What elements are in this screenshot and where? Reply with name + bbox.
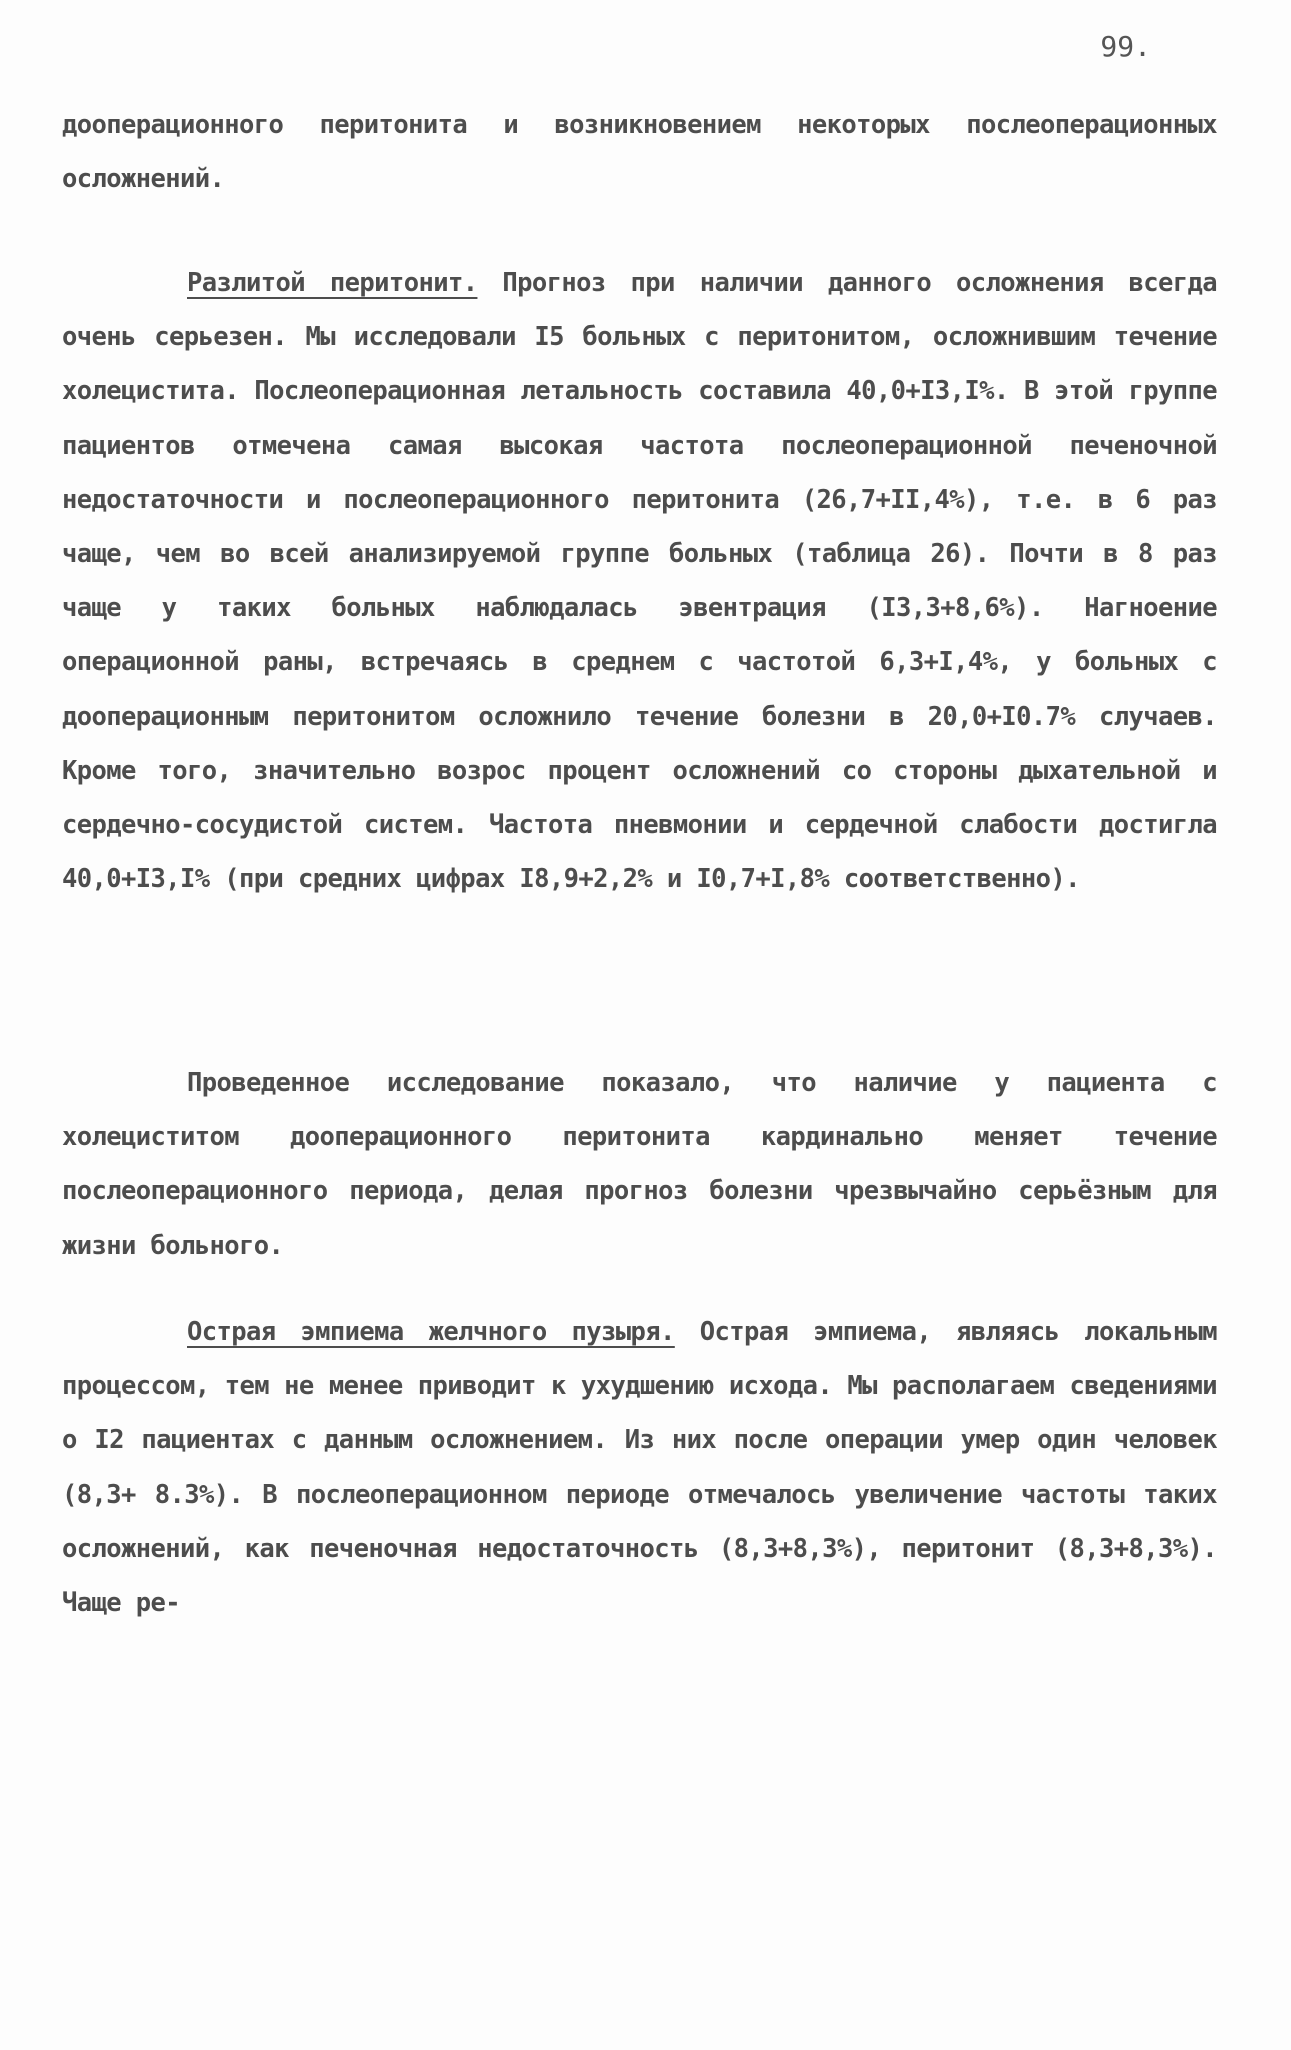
paragraph-text: дооперационного перитонита и возникновением некоторых послеоперационных осложнений. (62, 110, 1217, 195)
paragraph-conclusion (62, 1056, 1217, 1273)
page-number: 99. (1100, 30, 1151, 63)
paragraph-empyema (62, 1305, 1217, 1630)
paragraph-text: Прогноз при наличии данного осложнения всегда очень серьезен. Мы исследовали I5 больных с перитонитом, осложнившим течение холецистита. Послеоперационная летальность составила 40,0+I3,I%. В этой группе пациентов отмечена самая высокая частота послеоперационной печеночной недостаточности и послеоперационного перитонита (26,7+II,4%), т.е. в 6 раз чаще, чем во всей анализируемой группе больных (таблица 26). Почти в 8 раз чаще у таких больных наблюдалась эвентрация (I3,3+8,6%). Нагноение операционной раны, встречаясь в среднем с частотой 6,3+I,4%, у больных с дооперационным перитонитом осложнило течение болезни в 20,0+I0.7% случаев. Кроме того, значительно возрос процент осложнений со стороны дыхательной и сердечно-сосудистой систем. Частота пневмонии и сердечной слабости достигла 40,0+I3,I% (при средних цифрах I8,9+2,2% и I0,7+I,8% соответственно). (62, 268, 1217, 895)
section-heading-empyema: Острая эмпиема желчного пузыря. (187, 1317, 675, 1347)
section-heading-diffuse-peritonitis: Разлитой перитонит. (187, 268, 478, 298)
paragraph-text: Проведенное исследование показало, что наличие у пациента с холециститом дооперационного перитонита кардинально меняет течение послеоперационного периода, делая прогноз болезни чрезвычайно серьёзным для жизни больного. (62, 1068, 1217, 1261)
paragraph-continuation (62, 98, 1217, 206)
paragraph-text: Острая эмпиема, являясь локальным процессом, тем не менее приводит к ухудшению исхода. Мы располагаем сведениями о I2 пациентах с данным осложнением. Из них после операции умер один человек (8,3+ 8.3%). В послеоперационном периоде отмечалось увеличение частоты таких осложнений, как печеночная недостаточность (8,3+8,3%), перитонит (8,3+8,3%). Чаще ре- (62, 1317, 1217, 1619)
paragraph-diffuse-peritonitis (62, 256, 1217, 906)
